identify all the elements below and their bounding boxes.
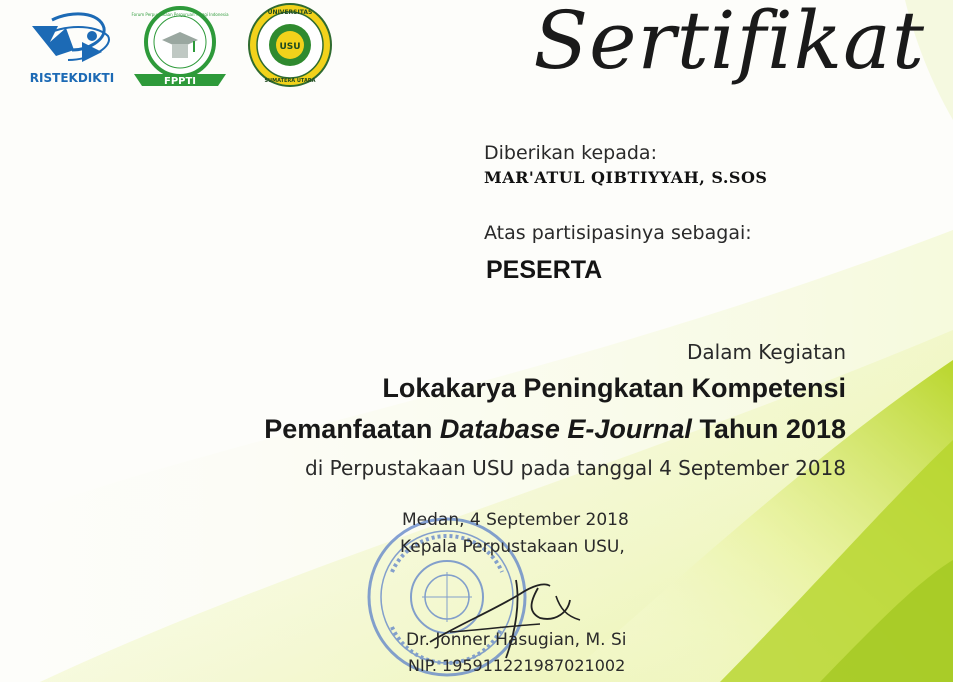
- fppti-text: FPPTI: [163, 76, 197, 87]
- signatory-nip: NIP. 195911221987021002: [408, 656, 626, 675]
- usu-ring-top: UNIVERSITAS: [267, 9, 313, 16]
- fppti-ring-text: Forum Perpustakaan Perguruan Tinggi Indonesia: [131, 12, 229, 17]
- event-title-line2-pre: Pemanfaatan: [264, 414, 440, 444]
- certificate-title: Sertifikat: [533, 0, 925, 87]
- ristekdikti-text: RISTEKDIKTI: [29, 71, 115, 85]
- event-place-date: di Perpustakaan USU pada tanggal 4 September 2018: [305, 456, 846, 480]
- usu-center-text: USU: [279, 42, 301, 52]
- given-to-label: Diberikan kepada:: [484, 142, 657, 164]
- ristekdikti-logo: [22, 6, 122, 88]
- signing-place-date: Medan, 4 September 2018: [402, 510, 629, 530]
- usu-ring-bottom: SUMATERA UTARA: [264, 78, 316, 84]
- recipient-name: MAR'ATUL QIBTIYYAH, S.SOS: [484, 168, 768, 187]
- event-title-line2-post: Tahun 2018: [691, 414, 846, 444]
- fppti-logo: [128, 4, 232, 90]
- event-label: Dalam Kegiatan: [686, 340, 846, 364]
- usu-logo: [246, 2, 334, 88]
- signatory-name: Dr. Jonner Hasugian, M. Si: [406, 630, 627, 650]
- event-title-line2-italic: Database E-Journal: [439, 414, 692, 444]
- participant-role: PESERTA: [486, 256, 603, 284]
- participation-label: Atas partisipasinya sebagai:: [484, 222, 752, 244]
- event-title-line2: [264, 414, 846, 445]
- signatory-title: Kepala Perpustakaan USU,: [400, 537, 625, 557]
- event-title-line1: Lokakarya Peningkatan Kompetensi: [382, 373, 846, 403]
